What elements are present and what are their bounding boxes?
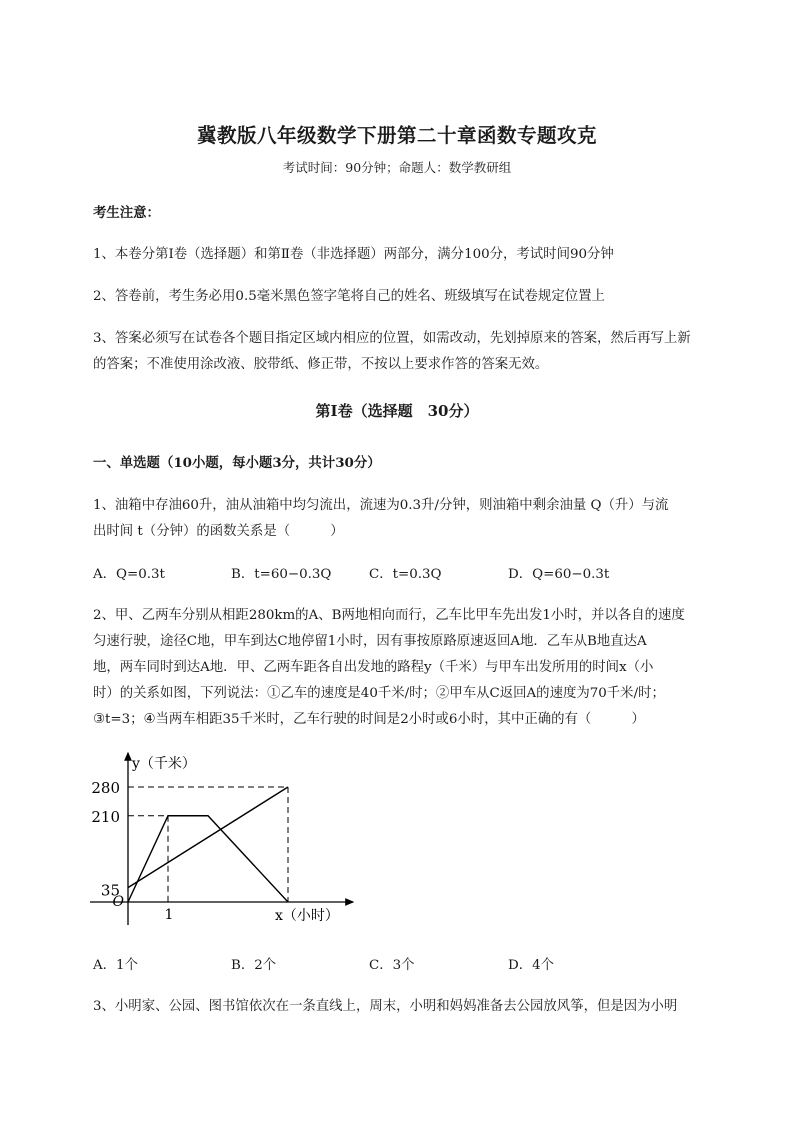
question-2-line: ③t=3；④当两车相距35千米时，乙车行驶的时间是2小时或6小时，其中正确的有（ ） <box>93 712 645 727</box>
question-2-line: 2、甲、乙两车分别从相距280km的A、B两地相向而行，乙车比甲车先出发1小时，并以各自的速度 <box>93 608 685 623</box>
question-1-line: 出时间 t（分钟）的函数关系是（ ） <box>93 524 344 539</box>
question-3-line: 3、小明家、公园、图书馆依次在一条直线上，周末，小明和妈妈准备去公园放风筝，但是因为小明 <box>93 999 678 1014</box>
question-2-option-a[interactable]: A．1个 <box>93 958 138 973</box>
y-tick-label: 35 <box>100 881 120 900</box>
section-title: 第I卷（选择题 30分） <box>315 402 479 420</box>
question-2-line: 时）的关系如图，下列说法：①乙车的速度是40千米/时；②甲车从C返回A的速度为70千米/时； <box>93 686 665 701</box>
y-tick-label: 210 <box>91 807 120 826</box>
question-1-option-c[interactable]: C．t=0.3Q <box>369 567 442 582</box>
notice-heading: 考生注意： <box>93 205 160 221</box>
series-line-yi <box>128 787 288 888</box>
part-heading: 一、单选题（10小题，每小题3分，共计30分） <box>93 455 381 471</box>
question-2-line: 匀速行驶，途径C地，甲车到达C地停留1小时，因有事按原路原速返回A地．乙车从B地直达A <box>93 634 647 649</box>
question-2-line: 地，两车同时到达A地．甲、乙两车距各自出发地的路程y（千米）与甲车出发所用的时间x（小 <box>93 660 654 675</box>
question-1-option-d[interactable]: D．Q=60−0.3t <box>508 567 610 582</box>
notice-item: 1、本卷分第I卷（选择题）和第Ⅱ卷（非选择题）两部分，满分100分，考试时间90分钟 <box>93 247 614 262</box>
distance-time-graph <box>85 745 365 930</box>
x-axis-label: x（小时） <box>275 908 339 924</box>
x-tick-label: 1 <box>164 907 174 923</box>
question-2-option-c[interactable]: C．3个 <box>369 958 415 973</box>
page-subtitle: 考试时间：90分钟；命题人：数学教研组 <box>282 160 512 175</box>
y-axis-label: y（千米） <box>132 756 196 772</box>
question-2-option-b[interactable]: B．2个 <box>231 958 277 973</box>
notice-item: 2、答卷前，考生务必用0.5毫米黑色签字笔将自己的姓名、班级填写在试卷规定位置上 <box>93 289 605 304</box>
series-line-jia <box>128 816 288 902</box>
question-2-option-d[interactable]: D．4个 <box>508 958 555 973</box>
page-title: 冀教版八年级数学下册第二十章函数专题攻克 <box>196 124 597 147</box>
question-1-option-a[interactable]: A．Q=0.3t <box>93 567 165 582</box>
question-1-line: 1、油箱中存油60升，油从油箱中均匀流出，流速为0.3升/分钟，则油箱中剩余油量 Q（升）与流 <box>93 498 669 513</box>
origin-label: O <box>112 894 124 910</box>
y-tick-label: 280 <box>91 779 120 797</box>
notice-item: 的答案；不准使用涂改液、胶带纸、修正带，不按以上要求作答的答案无效。 <box>93 357 549 372</box>
notice-item: 3、答案必须写在试卷各个题目指定区域内相应的位置，如需改动，先划掉原来的答案，然后再写上新 <box>93 331 691 346</box>
question-1-option-b[interactable]: B．t=60−0.3Q <box>231 567 332 582</box>
